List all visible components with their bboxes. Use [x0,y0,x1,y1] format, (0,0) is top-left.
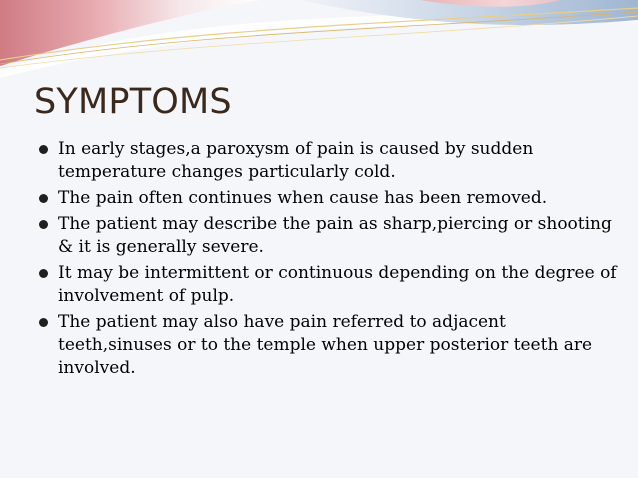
bullet-text: The patient may describe the pain as sharp,piercing or shooting & it is generally severe. [58,214,612,257]
bullet-icon [39,194,48,203]
bullet-icon [39,220,48,229]
list-item [38,262,618,308]
bullet-list [38,138,618,383]
slide-title: SYMPTOMS [34,82,232,122]
bullet-text: The pain often continues when cause has been removed. [58,188,548,208]
bullet-icon [39,318,48,327]
bullet-text: The patient may also have pain referred to adjacent teeth,sinuses or to the temple when upper posterior teeth are involved. [58,312,593,378]
list-item [38,187,618,210]
bullet-text: It may be intermittent or continuous depending on the degree of involvement of pulp. [58,263,617,306]
list-item [38,311,618,380]
bullet-text: In early stages,a paroxysm of pain is caused by sudden temperature changes particularly cold. [58,139,534,182]
list-item [38,213,618,259]
bullet-icon [39,269,48,278]
decorative-wave-header [0,0,638,80]
list-item [38,138,618,184]
bullet-icon [39,145,48,154]
